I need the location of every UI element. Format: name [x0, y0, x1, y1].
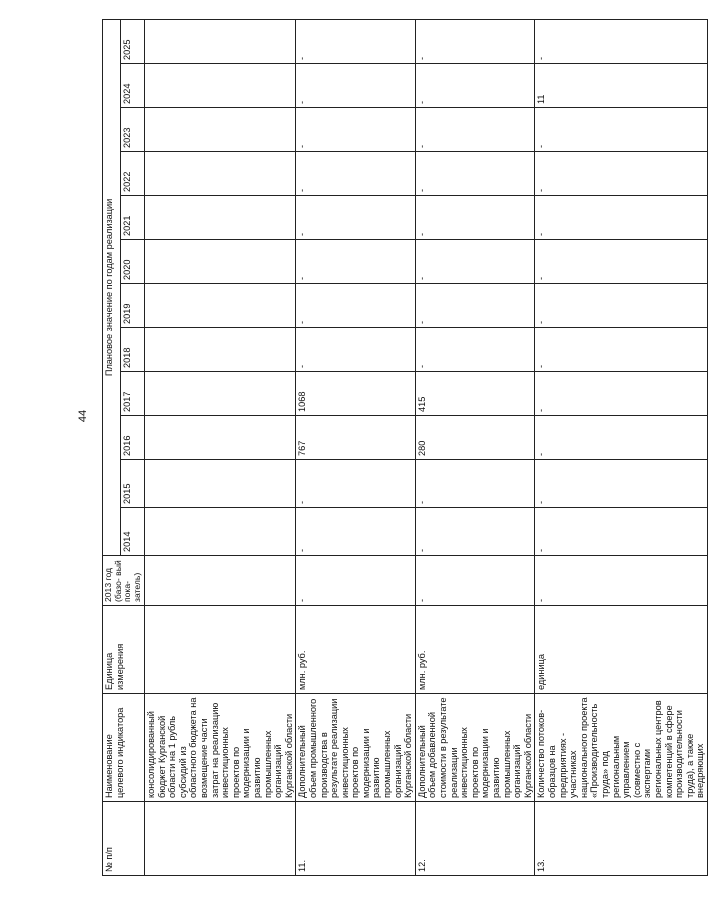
cell-value: - [296, 64, 416, 108]
cell-name: Дополнительный объем добавленной стоимости в результате реализации инвестиционных проектов по модернизации и развитию промышленных организаций Курганской области [415, 694, 535, 802]
cell-base: - [415, 556, 535, 606]
cell-value: - [296, 284, 416, 328]
header-name: Наименование целевого индикатора [103, 694, 145, 802]
cell-base [145, 556, 296, 606]
cell-value [145, 152, 296, 196]
cell-num: 11. [296, 802, 416, 876]
cell-value [145, 284, 296, 328]
cell-value: - [535, 19, 708, 63]
cell-value: - [296, 460, 416, 508]
cell-value: - [296, 328, 416, 372]
cell-unit [145, 606, 296, 694]
header-year: 2020 [121, 240, 145, 284]
table-row [415, 19, 535, 875]
cell-value [145, 328, 296, 372]
cell-value: - [296, 508, 416, 556]
header-year: 2016 [121, 416, 145, 460]
cell-value: - [535, 508, 708, 556]
header-num: № п/п [103, 802, 145, 876]
cell-value: - [415, 240, 535, 284]
cell-value: - [535, 108, 708, 152]
cell-name: Количество потоков-образцов на предприятиях - участниках национального проекта «Производительность труда» под региональным управлением (совместно с экспертами региональных центров компетенций в сфере производительности труда), а также внедряющих [535, 694, 708, 802]
cell-value: - [296, 19, 416, 63]
cell-value: - [535, 328, 708, 372]
cell-unit: млн. руб. [415, 606, 535, 694]
header-year: 2019 [121, 284, 145, 328]
cell-value: 767 [296, 416, 416, 460]
cell-value: - [415, 64, 535, 108]
cell-value [145, 19, 296, 63]
header-year: 2023 [121, 108, 145, 152]
table-row [535, 19, 708, 875]
cell-value [145, 508, 296, 556]
cell-value: - [535, 416, 708, 460]
cell-value [145, 372, 296, 416]
header-base-year: 2013 год (базо- вый пока- затель) [103, 556, 145, 606]
header-year: 2014 [121, 508, 145, 556]
cell-name: Дополнительный объем промышленного производства в результате реализации инвестиционных проектов по модернизации и развитию промышленных организаций Курганской области [296, 694, 416, 802]
cell-value: - [415, 19, 535, 63]
cell-value: - [296, 108, 416, 152]
table-row [145, 19, 296, 875]
cell-value: - [415, 196, 535, 240]
cell-value: 11 [535, 64, 708, 108]
header-year: 2017 [121, 372, 145, 416]
header-year: 2018 [121, 328, 145, 372]
header-year: 2015 [121, 460, 145, 508]
cell-value: - [535, 240, 708, 284]
indicators-table [102, 19, 708, 876]
header-year: 2025 [121, 19, 145, 63]
cell-value: - [415, 508, 535, 556]
cell-num: 13. [535, 802, 708, 876]
cell-num: 12. [415, 802, 535, 876]
cell-value [145, 196, 296, 240]
cell-value: 415 [415, 372, 535, 416]
cell-value [145, 460, 296, 508]
cell-value [145, 240, 296, 284]
table-container [102, 22, 706, 876]
cell-base: - [296, 556, 416, 606]
cell-unit: млн. руб. [296, 606, 416, 694]
cell-value: - [415, 328, 535, 372]
cell-value: - [535, 196, 708, 240]
cell-num [145, 802, 296, 876]
cell-value: - [415, 460, 535, 508]
cell-value: 1068 [296, 372, 416, 416]
cell-name: консолидированный бюджет Курганской области на 1 рубль субсидий из областного бюджета на возмещение части затрат на реализацию инвестиционных проектов по модернизации и развитию промышленных организаций Курганской области [145, 694, 296, 802]
cell-value: - [535, 152, 708, 196]
page-number: 44 [77, 409, 89, 423]
header-year: 2022 [121, 152, 145, 196]
cell-unit: единица [535, 606, 708, 694]
header-row-1 [103, 19, 121, 875]
cell-value: - [535, 460, 708, 508]
cell-value: - [535, 372, 708, 416]
cell-base: - [535, 556, 708, 606]
cell-value: - [296, 240, 416, 284]
header-planned-span: Плановое значение по годам реализации [103, 19, 121, 555]
cell-value: - [415, 108, 535, 152]
cell-value [145, 64, 296, 108]
header-year: 2021 [121, 196, 145, 240]
cell-value: - [296, 196, 416, 240]
cell-value: 280 [415, 416, 535, 460]
header-unit: Единица измерения [103, 606, 145, 694]
table-row [296, 19, 416, 875]
header-year: 2024 [121, 64, 145, 108]
cell-value: - [535, 284, 708, 328]
cell-value: - [415, 284, 535, 328]
cell-value [145, 416, 296, 460]
cell-value [145, 108, 296, 152]
cell-value: - [415, 152, 535, 196]
cell-value: - [296, 152, 416, 196]
